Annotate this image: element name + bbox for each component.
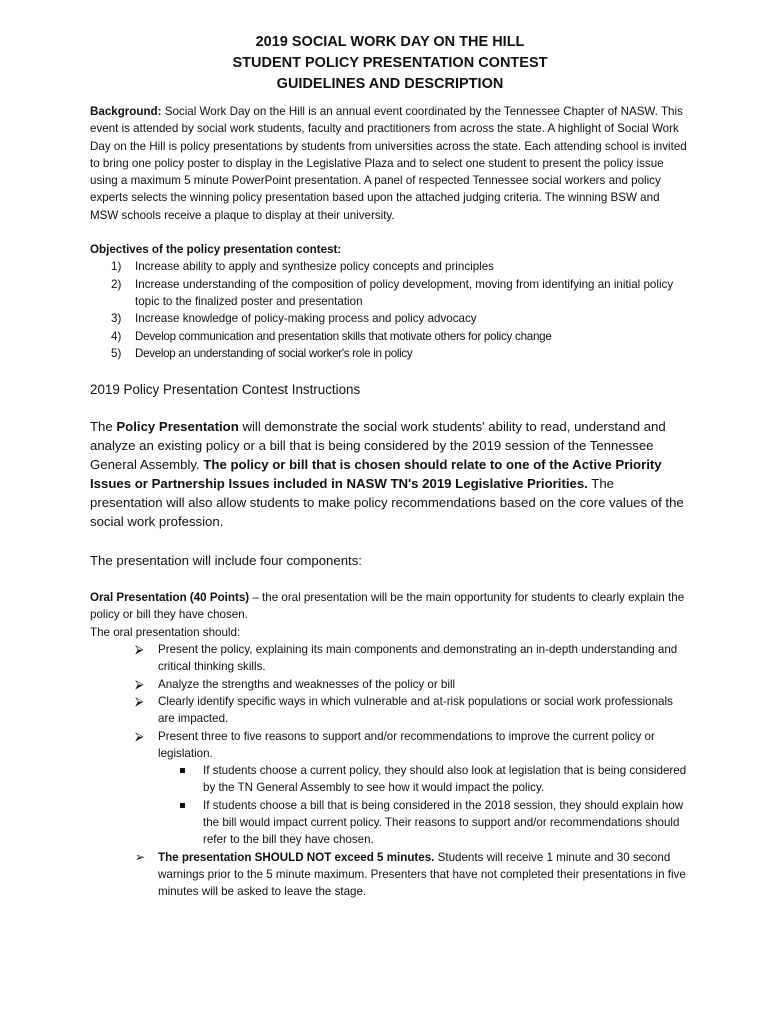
arrow-bullet-icon: ➢ — [135, 849, 146, 864]
background-label: Background: — [90, 105, 162, 118]
list-item — [90, 693, 690, 728]
list-item — [90, 641, 690, 676]
priority-bold-text: The policy or bill that is chosen should relate to one of the Active Priority Issues or Partnership Issues included in NASW TN's 2019 Legislative Priorities. — [90, 457, 662, 492]
list-item — [90, 345, 690, 362]
bullet-text: Clearly identify specific ways in which vulnerable and at-risk populations or social work professionals are impacted. — [158, 694, 673, 726]
list-item — [158, 762, 690, 797]
objectives-list — [90, 258, 690, 362]
bullet-text: Analyze the strengths and weaknesses of the policy or bill — [158, 677, 456, 691]
item-text: Develop communication and presentation skills that motivate others for policy change — [135, 329, 552, 343]
square-bullet-icon — [180, 803, 185, 808]
oral-label: Oral Presentation (40 Points) — [90, 591, 250, 605]
objectives-title: Objectives of the policy presentation contest: — [90, 243, 342, 257]
bullet-text: Present the policy, explaining its main components and demonstrating an in-depth understanding and critical thinking skills. — [158, 643, 678, 674]
oral-text: – the oral presentation will be the main opportunity for students to clearly explain the policy or bill they have chosen. — [90, 591, 685, 622]
sub-bullet-list — [158, 762, 690, 848]
list-item — [90, 728, 690, 849]
list-item — [90, 276, 690, 311]
title-line-3: GUIDELINES AND DESCRIPTION — [276, 76, 504, 92]
background-text: Social Work Day on the Hill is an annual event coordinated by the Tennessee Chapter of NASW. This event is attended by social work students, faculty and practitioners from across the state. A highlight of Social Work Day on the Hill is policy presentations by students from universities across the state. Each attending school is invited to bring one policy poster to display in the Legislative Plaza and to select one student to present the policy issue using a maximum 5 minute PowerPoint presentation. A panel of respected Tennessee social workers and policy experts selects the winning policy presentation based upon the attached judging criteria. The winning BSW and MSW schools receive a plaque to display at their university. — [90, 105, 687, 222]
document-title — [90, 32, 690, 95]
sub-bullet-text: If students choose a current policy, they should also look at legislation that is being considered by the TN General Assembly to see how it would impact the policy. — [203, 764, 687, 795]
background-paragraph — [90, 103, 690, 224]
list-item — [158, 797, 690, 849]
bullet-text: Students will receive 1 minute and 30 second warnings prior to the 5 minute maximum. Presenters that have not completed their presentations in five minutes will be asked to leave the stage. — [158, 850, 686, 899]
text-span: The — [90, 419, 117, 435]
list-item — [90, 676, 690, 693]
text-span: The presentation will also allow students to make policy recommendations based on the core values of the social work profession. — [90, 476, 684, 530]
item-number: 4) — [111, 329, 122, 343]
instructions-title: 2019 Policy Presentation Contest Instructions — [90, 382, 361, 398]
item-text: Increase understanding of the composition of policy development, moving from identifying an initial policy topic to the finalized poster and presentation — [135, 277, 674, 308]
item-number: 2) — [111, 277, 122, 291]
list-item — [90, 328, 690, 345]
components-intro: The presentation will include four components: — [90, 553, 362, 569]
oral-bullet-list — [90, 641, 690, 900]
item-number: 5) — [111, 346, 122, 360]
bullet-text: Present three to five reasons to support and/or recommendations to improve the current policy or legislation. — [158, 729, 655, 760]
arrow-bullet-icon: ⮚ — [135, 693, 144, 708]
item-text: Increase ability to apply and synthesize policy concepts and principles — [135, 260, 494, 274]
item-number: 3) — [111, 312, 122, 326]
time-limit-bold: The presentation SHOULD NOT exceed 5 minutes. — [158, 850, 435, 864]
sub-bullet-text: If students choose a bill that is being considered in the 2018 session, they should explain how the bill would impact current policy. Their reasons to support and/or recommendations should refer to the bill they have chosen. — [203, 798, 684, 847]
arrow-bullet-icon: ⮚ — [135, 676, 144, 691]
policy-presentation-bold: Policy Presentation — [116, 419, 239, 435]
text-span: will demonstrate the social work students' ability to read, understand and analyze an existing policy or a bill that is being considered by the 2019 session of the Tennessee General Assembly. — [90, 419, 666, 473]
square-bullet-icon — [180, 768, 185, 773]
oral-presentation-paragraph — [90, 589, 690, 624]
list-item — [90, 310, 690, 327]
list-item — [90, 849, 690, 901]
document-page — [90, 32, 690, 901]
arrow-bullet-icon: ⮚ — [135, 642, 144, 657]
item-text: Develop an understanding of social worker's role in policy — [135, 346, 413, 360]
title-line-1: 2019 SOCIAL WORK DAY ON THE HILL — [255, 34, 525, 50]
oral-should-text: The oral presentation should: — [90, 625, 241, 639]
arrow-bullet-icon: ⮚ — [135, 728, 144, 743]
item-text: Increase knowledge of policy-making process and policy advocacy — [135, 312, 477, 326]
list-item — [90, 258, 690, 275]
policy-paragraph — [90, 417, 690, 531]
item-number: 1) — [111, 260, 122, 274]
title-line-2: STUDENT POLICY PRESENTATION CONTEST — [232, 55, 548, 71]
